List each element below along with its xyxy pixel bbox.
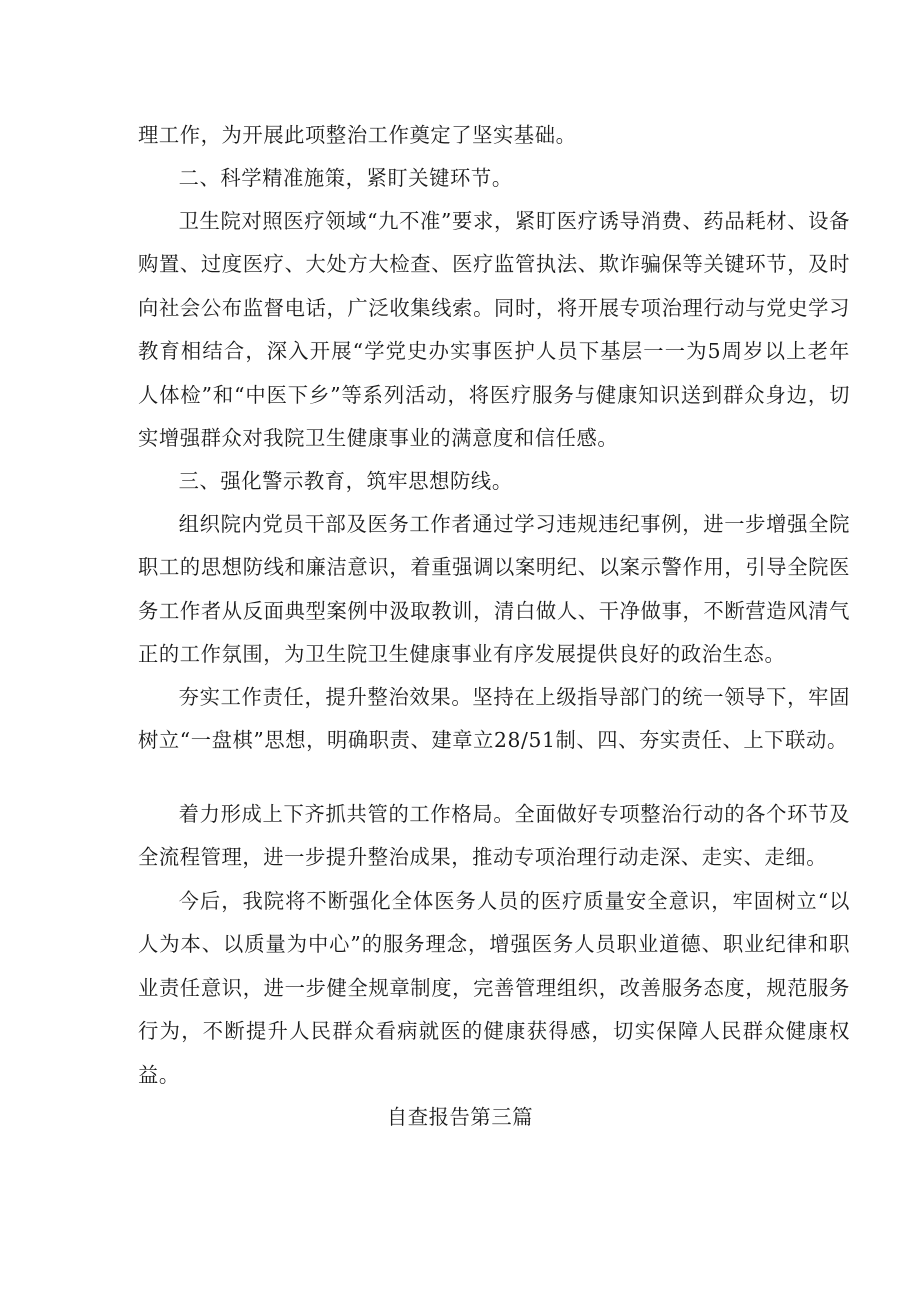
- paragraph-future-plan: 今后，我院将不断强化全体医务人员的医疗质量安全意识，牢固树立“以人为本、以质量为中心”的服务理念，增强医务人员职业道德、职业纪律和职业责任意识，进一步健全规章制度，完善管理组织，改善服务态度，规范服务行为，不断提升人民群众看病就医的健康获得感，切实保障人民群众健康权益。: [138, 889, 850, 1087]
- paragraph-warning-education: 组织院内党员干部及医务工作者通过学习违规违纪事例，进一步增强全院职工的思想防线和廉洁意识，着重强调以案明纪、以案示警作用，引导全院医务工作者从反面典型案例中汲取教训，清白做人、干净做事，不断营造风清气正的工作氛围，为卫生院卫生健康事业有序发展提供良好的政治生态。: [138, 512, 850, 667]
- paragraph-work-pattern: 着力形成上下齐抓共管的工作格局。全面做好专项整治行动的各个环节及全流程管理，进一步提升整治成果，推动专项治理行动走深、走实、走细。: [138, 802, 850, 870]
- paragraph-key-links: 卫生院对照医疗领域“九不准”要求，紧盯医疗诱导消费、药品耗材、设备购置、过度医疗、大处方大检查、医疗监管执法、欺诈骗保等关键环节，及时向社会公布监督电话，广泛收集线索。同时，将开展专项治理行动与党史学习教育相结合，深入开展“学党史办实事医护人员下基层一一为5周岁以上老年人体检”和“中医下乡”等系列活动，将医疗服务与健康知识送到群众身边，切实增强群众对我院卫生健康事业的满意度和信任感。: [138, 209, 850, 451]
- heading-section-three: 三、强化警示教育，筑牢思想防线。: [178, 469, 513, 493]
- paragraph-continuation: 理工作，为开展此项整治工作奠定了坚实基础。: [138, 123, 577, 147]
- paragraph-responsibility: 夯实工作责任，提升整治效果。坚持在上级指导部门的统一领导下，牢固树立“一盘棋”思想，明确职责、建章立28/51制、四、夯实责任、上下联动。: [138, 685, 850, 753]
- heading-section-two: 二、科学精准施策，紧盯关键环节。: [178, 166, 513, 190]
- section-title: 自查报告第三篇: [386, 1105, 534, 1129]
